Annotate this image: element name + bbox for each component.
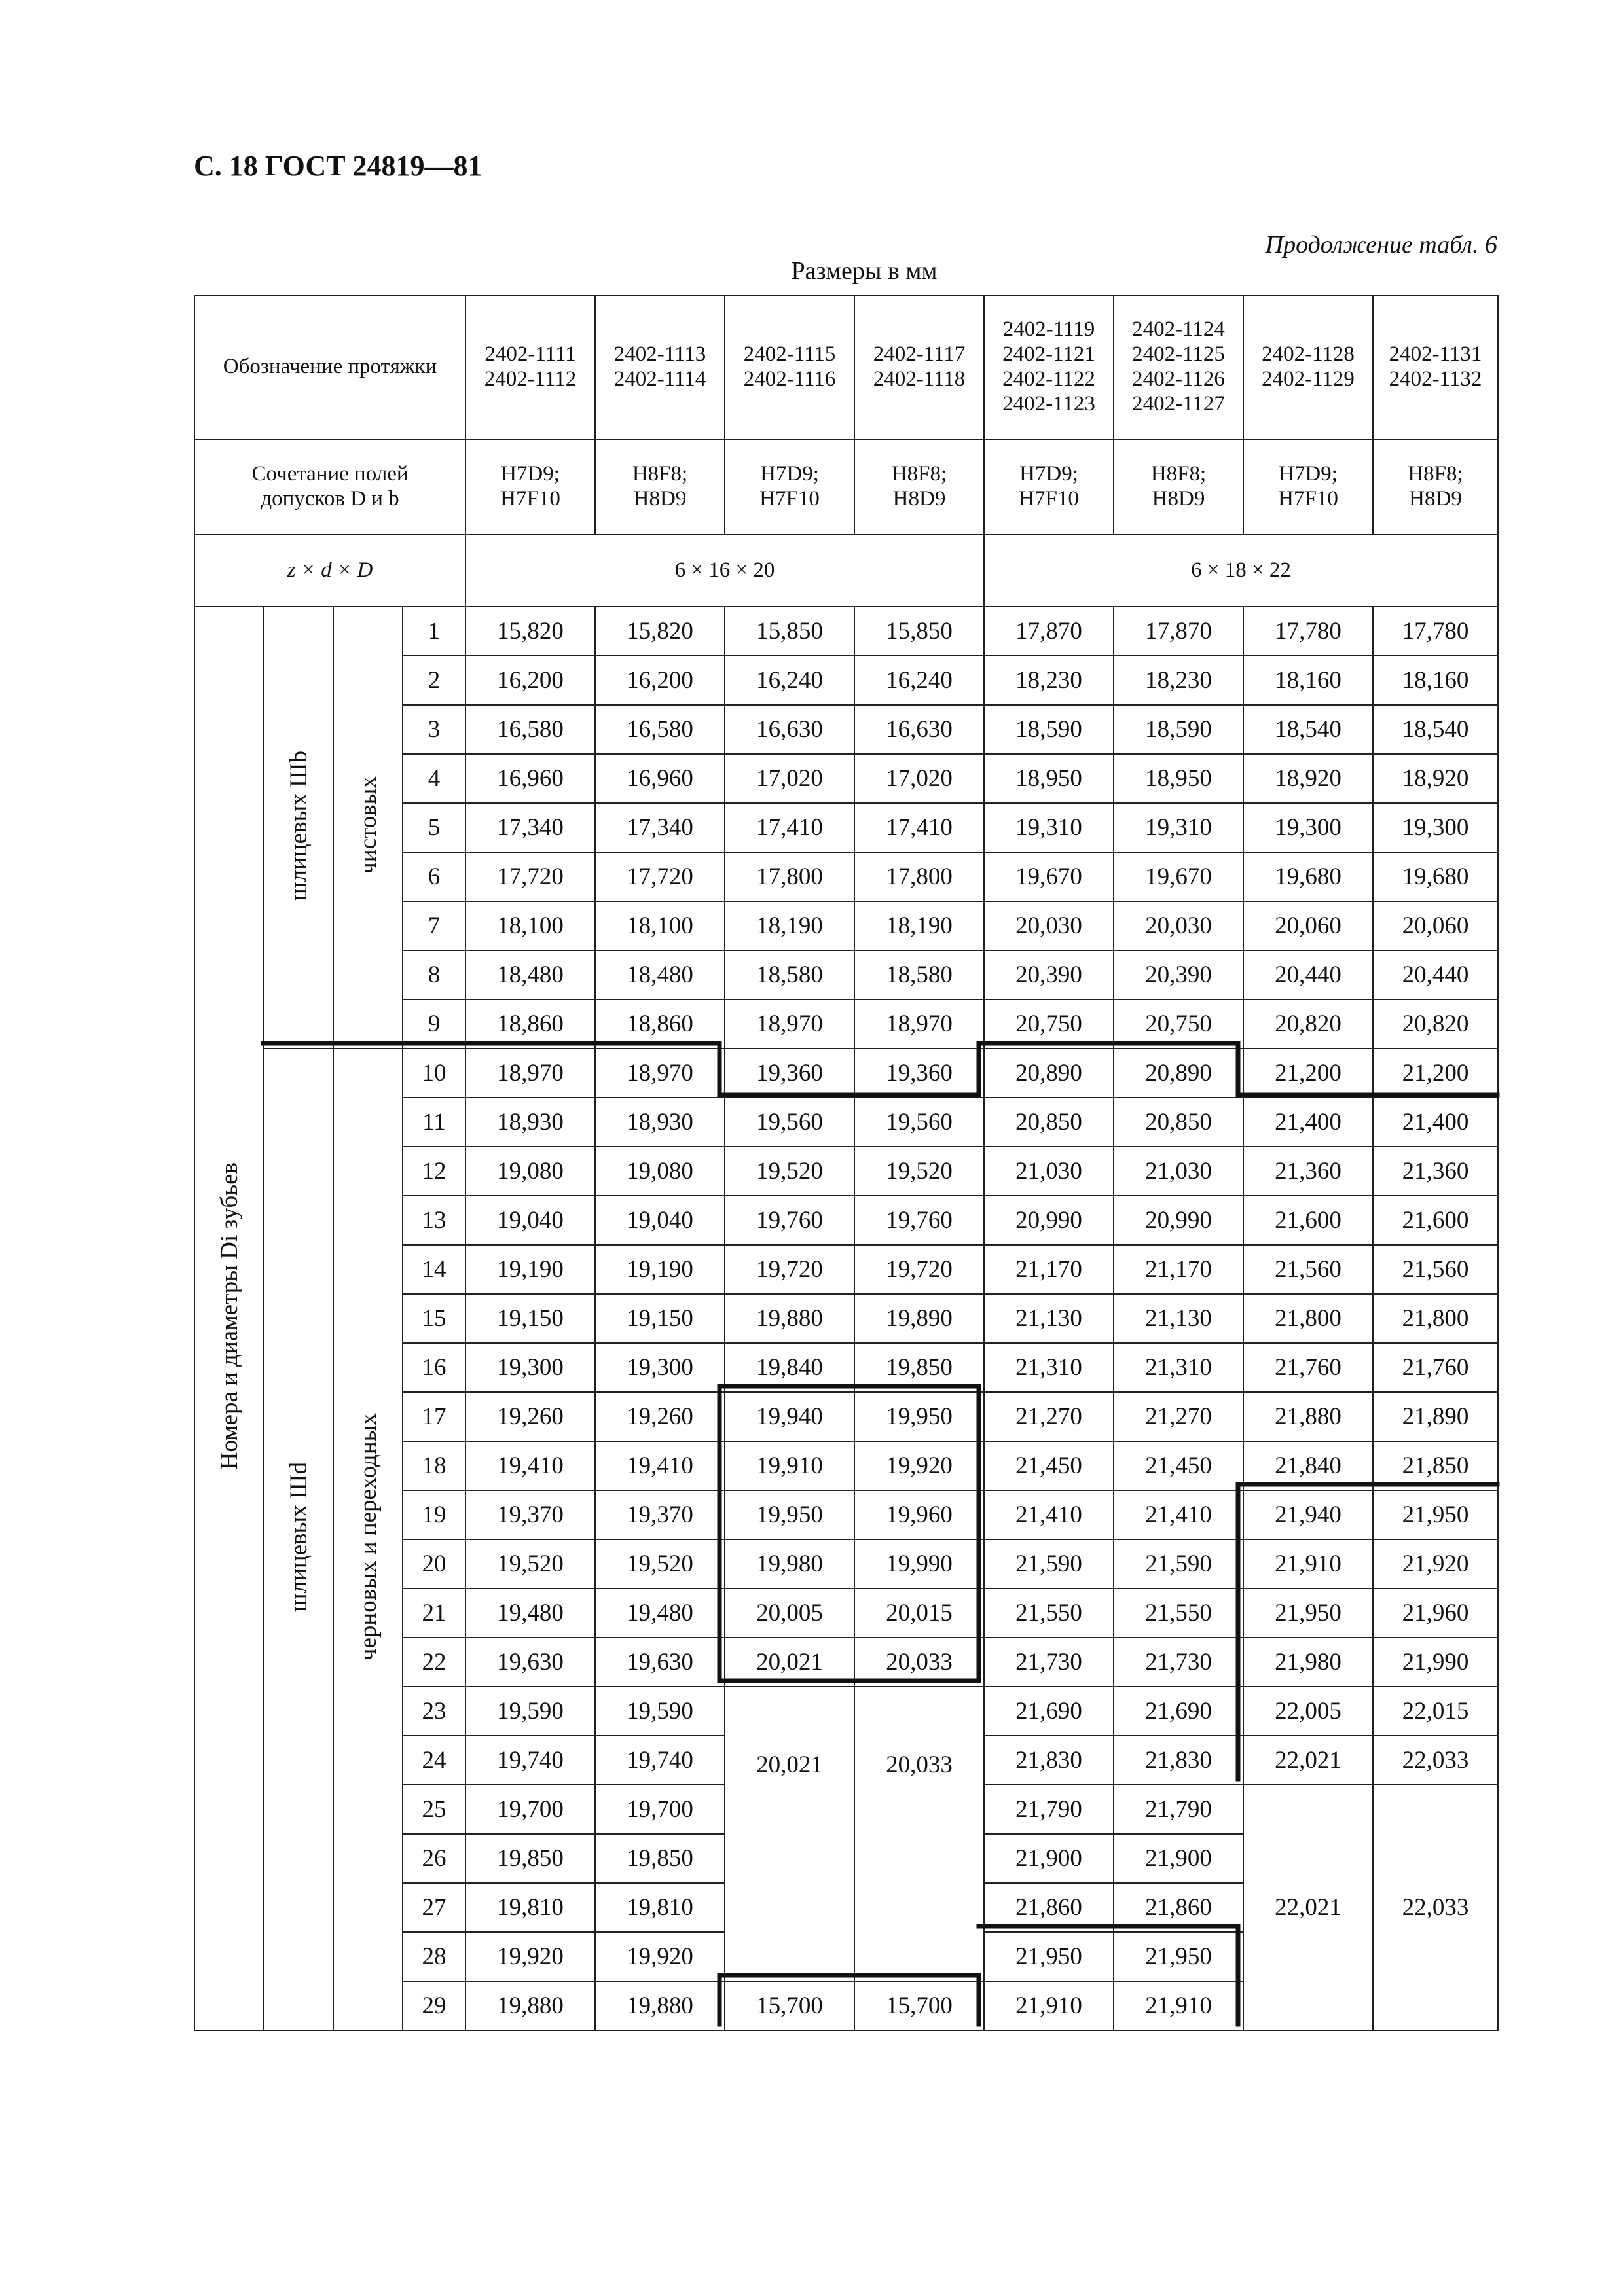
diameter-cell: 20,390	[984, 950, 1114, 999]
diameter-cell: 19,310	[984, 803, 1114, 852]
diameter-cell: 19,150	[465, 1294, 595, 1343]
table-row	[194, 607, 1498, 656]
diameter-cell: 20,820	[1373, 999, 1498, 1049]
diameter-cell: 21,950	[984, 1932, 1114, 1981]
main-side-label-cell	[194, 607, 264, 2030]
diameter-cell: 21,910	[1114, 1981, 1243, 2030]
zdd-value: 6 × 18 × 22	[984, 535, 1498, 607]
diameter-cell: 18,580	[725, 950, 854, 999]
diameter-cell: 21,690	[984, 1687, 1114, 1736]
diameter-cell: 19,880	[465, 1981, 595, 2030]
diameter-cell: 17,780	[1373, 607, 1498, 656]
diameter-cell: 21,600	[1243, 1196, 1373, 1245]
tolerance-cell: H7D9; H7F10	[465, 439, 595, 535]
diameter-cell: 21,830	[1114, 1736, 1243, 1785]
diameter-cell: 17,870	[984, 607, 1114, 656]
diameter-cell: 19,040	[465, 1196, 595, 1245]
diameter-cell: 21,730	[1114, 1638, 1243, 1687]
tooth-number: 3	[403, 705, 465, 754]
tooth-number: 19	[403, 1490, 465, 1539]
diameter-cell: 15,850	[725, 607, 854, 656]
diameter-cell: 18,190	[854, 901, 984, 950]
diameter-cell: 19,520	[465, 1539, 595, 1588]
diameter-cell: 21,360	[1243, 1147, 1373, 1196]
tooth-number: 10	[403, 1049, 465, 1098]
designation-cell: 2402-1113 2402-1114	[595, 295, 725, 439]
diameter-cell: 19,480	[465, 1588, 595, 1638]
diameter-cell: 22,005	[1243, 1687, 1373, 1736]
diameter-cell: 20,015	[854, 1588, 984, 1638]
diameter-cell: 21,030	[1114, 1147, 1243, 1196]
table-row	[194, 1049, 1498, 1098]
diameter-cell: 21,310	[1114, 1343, 1243, 1392]
diameter-cell: 15,820	[595, 607, 725, 656]
diameter-cell: 19,190	[465, 1245, 595, 1294]
designation-label: Обозначение протяжки	[194, 295, 465, 439]
diameter-cell: 19,740	[595, 1736, 725, 1785]
diameter-cell: 19,310	[1114, 803, 1243, 852]
diameter-cell: 21,200	[1243, 1049, 1373, 1098]
diameter-cell: 21,270	[984, 1392, 1114, 1441]
diameter-cell: 18,100	[465, 901, 595, 950]
diameter-cell: 21,980	[1243, 1638, 1373, 1687]
diameter-cell: 21,800	[1373, 1294, 1498, 1343]
tooth-number: 7	[403, 901, 465, 950]
diameter-cell: 21,850	[1373, 1441, 1498, 1490]
diameter-cell: 19,360	[725, 1049, 854, 1098]
diameter-cell: 19,520	[595, 1539, 725, 1588]
tolerance-cell: H8F8; H8D9	[1373, 439, 1498, 535]
diameter-cell: 21,590	[984, 1539, 1114, 1588]
diameter-cell: 20,060	[1373, 901, 1498, 950]
tooth-number: 18	[403, 1441, 465, 1490]
diameter-cell: 16,580	[595, 705, 725, 754]
diameter-cell: 19,360	[854, 1049, 984, 1098]
diameter-cell: 19,300	[1373, 803, 1498, 852]
diameter-cell: 21,920	[1373, 1539, 1498, 1588]
finish-label: чистовых	[354, 776, 382, 874]
diameter-cell: 19,630	[595, 1638, 725, 1687]
diameter-cell: 20,033	[854, 1638, 984, 1687]
diameter-cell: 18,100	[595, 901, 725, 950]
diameter-cell: 16,200	[465, 656, 595, 705]
tooth-number: 21	[403, 1588, 465, 1638]
diameter-cell: 19,080	[595, 1147, 725, 1196]
diameter-cell: 18,860	[595, 999, 725, 1049]
diameter-cell: 21,900	[984, 1834, 1114, 1883]
diameter-cell: 21,760	[1243, 1343, 1373, 1392]
diameter-cell: 20,060	[1243, 901, 1373, 950]
diameter-cell: 21,590	[1114, 1539, 1243, 1588]
diameter-cell: 21,550	[984, 1588, 1114, 1638]
diameter-cell: 20,990	[984, 1196, 1114, 1245]
diameter-cell: 21,860	[984, 1883, 1114, 1932]
diameter-cell: 21,950	[1114, 1932, 1243, 1981]
tooth-number: 2	[403, 656, 465, 705]
diameter-cell: 21,030	[984, 1147, 1114, 1196]
diameter-cell: 19,720	[725, 1245, 854, 1294]
tooth-number: 20	[403, 1539, 465, 1588]
diameter-cell: 21,900	[1114, 1834, 1243, 1883]
tooth-number: 5	[403, 803, 465, 852]
diameter-cell: 18,160	[1243, 656, 1373, 705]
diameter-cell: 19,910	[725, 1441, 854, 1490]
diameter-cell: 19,700	[595, 1785, 725, 1834]
merged-diameter-cell: 22,033	[1373, 1785, 1498, 2030]
diameter-cell: 19,040	[595, 1196, 725, 1245]
diameter-cell: 21,170	[984, 1245, 1114, 1294]
merged-diameter-cell: 20,033	[854, 1687, 984, 1981]
diameter-cell: 19,410	[465, 1441, 595, 1490]
diameter-cell: 18,970	[725, 999, 854, 1049]
rough-label: черновых и переходных	[354, 1413, 382, 1661]
diameter-cell: 19,880	[725, 1294, 854, 1343]
tooth-number: 1	[403, 607, 465, 656]
diameter-cell: 21,450	[1114, 1441, 1243, 1490]
diameter-cell: 18,230	[1114, 656, 1243, 705]
diameter-cell: 21,200	[1373, 1049, 1498, 1098]
diameter-cell: 22,033	[1373, 1736, 1498, 1785]
zdd-value: 6 × 16 × 20	[465, 535, 984, 607]
designation-cell: 2402-1124 2402-1125 2402-1126 2402-1127	[1114, 295, 1243, 439]
diameter-cell: 18,930	[465, 1098, 595, 1147]
zdd-row	[194, 535, 1498, 607]
diameter-cell: 20,890	[984, 1049, 1114, 1098]
diameter-cell: 19,300	[465, 1343, 595, 1392]
diameter-cell: 16,200	[595, 656, 725, 705]
tooth-number: 23	[403, 1687, 465, 1736]
tolerance-cell: H7D9; H7F10	[984, 439, 1114, 535]
diameter-cell: 21,960	[1373, 1588, 1498, 1638]
diameter-cell: 20,440	[1373, 950, 1498, 999]
tooth-number: 6	[403, 852, 465, 901]
diameter-cell: 19,890	[854, 1294, 984, 1343]
diameter-cell: 19,680	[1373, 852, 1498, 901]
designation-cell: 2402-1131 2402-1132	[1373, 295, 1498, 439]
diameter-cell: 20,030	[1114, 901, 1243, 950]
diameter-cell: 17,410	[725, 803, 854, 852]
diameter-cell: 21,410	[1114, 1490, 1243, 1539]
finish-label-cell	[333, 607, 403, 1049]
tolerance-row	[194, 439, 1498, 535]
diameter-cell: 18,970	[465, 1049, 595, 1098]
tooth-number: 25	[403, 1785, 465, 1834]
diameter-cell: 18,970	[595, 1049, 725, 1098]
diameter-cell: 19,300	[1243, 803, 1373, 852]
diameter-cell: 21,550	[1114, 1588, 1243, 1638]
diameter-cell: 21,400	[1373, 1098, 1498, 1147]
diameter-cell: 19,950	[725, 1490, 854, 1539]
diameter-cell: 19,810	[465, 1883, 595, 1932]
diameter-cell: 18,920	[1243, 754, 1373, 803]
tooth-number: 11	[403, 1098, 465, 1147]
diameter-cell: 21,730	[984, 1638, 1114, 1687]
merged-diameter-cell: 22,021	[1243, 1785, 1373, 2030]
diameter-cell: 19,260	[595, 1392, 725, 1441]
diameter-cell: 19,850	[595, 1834, 725, 1883]
diameter-cell: 21,800	[1243, 1294, 1373, 1343]
diameter-cell: 20,005	[725, 1588, 854, 1638]
diameter-cell: 21,910	[1243, 1539, 1373, 1588]
diameter-cell: 20,820	[1243, 999, 1373, 1049]
diameter-cell: 21,600	[1373, 1196, 1498, 1245]
diameter-cell: 18,950	[984, 754, 1114, 803]
tolerance-cell: H7D9; H7F10	[1243, 439, 1373, 535]
diameter-cell: 18,860	[465, 999, 595, 1049]
diameter-cell: 18,540	[1243, 705, 1373, 754]
tooth-number: 8	[403, 950, 465, 999]
diameter-cell: 19,560	[725, 1098, 854, 1147]
diameter-cell: 19,080	[465, 1147, 595, 1196]
tooth-number: 22	[403, 1638, 465, 1687]
diameter-cell: 19,370	[595, 1490, 725, 1539]
diameter-cell: 20,390	[1114, 950, 1243, 999]
tooth-number: 12	[403, 1147, 465, 1196]
diameter-cell: 19,410	[595, 1441, 725, 1490]
diameter-cell: 19,920	[595, 1932, 725, 1981]
diameter-cell: 21,790	[984, 1785, 1114, 1834]
diameter-cell: 19,840	[725, 1343, 854, 1392]
tolerance-label: Сочетание полей допусков D и b	[194, 439, 465, 535]
diameter-cell: 18,230	[984, 656, 1114, 705]
diameter-cell: 16,960	[465, 754, 595, 803]
diameter-cell: 17,020	[725, 754, 854, 803]
tooth-number: 14	[403, 1245, 465, 1294]
diameter-cell: 19,920	[854, 1441, 984, 1490]
diameter-cell: 19,150	[595, 1294, 725, 1343]
diameter-cell: 17,340	[465, 803, 595, 852]
units-caption: Размеры в мм	[791, 257, 938, 285]
group-b-label: шлицевых Шb	[285, 750, 312, 901]
diameter-cell: 22,021	[1243, 1736, 1373, 1785]
page-header: С. 18 ГОСТ 24819—81	[194, 150, 483, 182]
diameter-cell: 21,410	[984, 1490, 1114, 1539]
diameter-cell: 19,960	[854, 1490, 984, 1539]
diameter-cell: 15,850	[854, 607, 984, 656]
diameter-cell: 21,360	[1373, 1147, 1498, 1196]
diameter-cell: 22,015	[1373, 1687, 1498, 1736]
diameter-cell: 17,870	[1114, 607, 1243, 656]
diameter-cell: 19,760	[725, 1196, 854, 1245]
diameter-cell: 18,930	[595, 1098, 725, 1147]
diameter-cell: 21,690	[1114, 1687, 1243, 1736]
diameter-cell: 21,950	[1373, 1490, 1498, 1539]
diameter-cell: 21,560	[1373, 1245, 1498, 1294]
tooth-number: 27	[403, 1883, 465, 1932]
diameter-cell: 19,940	[725, 1392, 854, 1441]
diameter-cell: 16,240	[725, 656, 854, 705]
diameter-cell: 21,130	[1114, 1294, 1243, 1343]
diameter-cell: 21,170	[1114, 1245, 1243, 1294]
diameter-cell: 20,021	[725, 1638, 854, 1687]
tolerance-cell: H8F8; H8D9	[595, 439, 725, 535]
diameter-cell: 21,880	[1243, 1392, 1373, 1441]
diameter-cell: 19,810	[595, 1883, 725, 1932]
designation-cell: 2402-1111 2402-1112	[465, 295, 595, 439]
diameter-cell: 20,850	[984, 1098, 1114, 1147]
diameter-cell: 17,720	[595, 852, 725, 901]
diameter-cell: 19,560	[854, 1098, 984, 1147]
zdd-label: z × d × D	[194, 535, 465, 607]
diameter-cell: 16,960	[595, 754, 725, 803]
diameter-cell: 19,880	[595, 1981, 725, 2030]
diameter-cell: 21,130	[984, 1294, 1114, 1343]
diameter-cell: 19,670	[1114, 852, 1243, 901]
group-b-label-cell	[264, 607, 333, 1049]
diameter-cell: 18,590	[984, 705, 1114, 754]
diameter-cell: 21,950	[1243, 1588, 1373, 1638]
diameter-cell: 17,340	[595, 803, 725, 852]
tolerance-cell: H8F8; H8D9	[854, 439, 984, 535]
tooth-number: 28	[403, 1932, 465, 1981]
diameter-cell: 19,190	[595, 1245, 725, 1294]
designation-cell: 2402-1128 2402-1129	[1243, 295, 1373, 439]
diameter-cell: 17,020	[854, 754, 984, 803]
diameter-cell: 17,780	[1243, 607, 1373, 656]
diameter-cell: 18,160	[1373, 656, 1498, 705]
diameter-cell: 18,540	[1373, 705, 1498, 754]
diameter-cell: 21,910	[984, 1981, 1114, 2030]
table-continuation-label: Продолжение табл. 6	[1265, 231, 1497, 259]
group-d-label-cell	[264, 1049, 333, 2030]
diameter-cell: 19,480	[595, 1588, 725, 1638]
designation-cell: 2402-1115 2402-1116	[725, 295, 854, 439]
diameter-cell: 21,890	[1373, 1392, 1498, 1441]
broach-dimensions-table	[194, 295, 1499, 2031]
tooth-number: 17	[403, 1392, 465, 1441]
diameter-cell: 18,590	[1114, 705, 1243, 754]
diameter-cell: 19,590	[465, 1687, 595, 1736]
tooth-number: 29	[403, 1981, 465, 2030]
diameter-cell: 16,580	[465, 705, 595, 754]
diameter-cell: 19,720	[854, 1245, 984, 1294]
diameter-cell: 20,850	[1114, 1098, 1243, 1147]
diameter-cell: 15,700	[854, 1981, 984, 2030]
diameter-cell: 18,950	[1114, 754, 1243, 803]
diameter-cell: 19,680	[1243, 852, 1373, 901]
tooth-number: 26	[403, 1834, 465, 1883]
diameter-cell: 18,480	[465, 950, 595, 999]
diameter-cell: 16,630	[854, 705, 984, 754]
diameter-cell: 19,990	[854, 1539, 984, 1588]
diameter-cell: 21,450	[984, 1441, 1114, 1490]
diameter-cell: 18,970	[854, 999, 984, 1049]
main-side-label: Номера и диаметры Di зубьев	[215, 1162, 243, 1470]
diameter-cell: 21,400	[1243, 1098, 1373, 1147]
diameter-cell: 21,940	[1243, 1490, 1373, 1539]
diameter-cell: 19,630	[465, 1638, 595, 1687]
diameter-cell: 20,890	[1114, 1049, 1243, 1098]
tolerance-cell: H8F8; H8D9	[1114, 439, 1243, 535]
merged-diameter-cell: 20,021	[725, 1687, 854, 1981]
diameter-cell: 19,520	[854, 1147, 984, 1196]
diameter-cell: 21,830	[984, 1736, 1114, 1785]
tooth-number: 4	[403, 754, 465, 803]
designation-cell: 2402-1117 2402-1118	[854, 295, 984, 439]
diameter-cell: 20,750	[984, 999, 1114, 1049]
tolerance-cell: H7D9; H7F10	[725, 439, 854, 535]
diameter-cell: 19,700	[465, 1785, 595, 1834]
diameter-cell: 19,980	[725, 1539, 854, 1588]
diameter-cell: 19,920	[465, 1932, 595, 1981]
diameter-cell: 18,580	[854, 950, 984, 999]
diameter-cell: 15,820	[465, 607, 595, 656]
diameter-cell: 19,520	[725, 1147, 854, 1196]
diameter-cell: 21,790	[1114, 1785, 1243, 1834]
diameter-cell: 21,560	[1243, 1245, 1373, 1294]
diameter-cell: 19,950	[854, 1392, 984, 1441]
diameter-cell: 19,850	[854, 1343, 984, 1392]
diameter-cell: 18,920	[1373, 754, 1498, 803]
tooth-number: 16	[403, 1343, 465, 1392]
diameter-cell: 21,270	[1114, 1392, 1243, 1441]
diameter-cell: 21,310	[984, 1343, 1114, 1392]
diameter-cell: 20,440	[1243, 950, 1373, 999]
diameter-cell: 20,990	[1114, 1196, 1243, 1245]
diameter-cell: 18,190	[725, 901, 854, 950]
diameter-cell: 18,480	[595, 950, 725, 999]
diameter-cell: 19,760	[854, 1196, 984, 1245]
diameter-cell: 17,800	[725, 852, 854, 901]
diameter-cell: 21,760	[1373, 1343, 1498, 1392]
diameter-cell: 21,840	[1243, 1441, 1373, 1490]
diameter-cell: 17,410	[854, 803, 984, 852]
tooth-number: 13	[403, 1196, 465, 1245]
diameter-cell: 19,300	[595, 1343, 725, 1392]
diameter-cell: 17,720	[465, 852, 595, 901]
diameter-cell: 19,670	[984, 852, 1114, 901]
tooth-number: 9	[403, 999, 465, 1049]
diameter-cell: 16,630	[725, 705, 854, 754]
designation-row	[194, 295, 1498, 439]
diameter-cell: 20,750	[1114, 999, 1243, 1049]
diameter-cell: 19,370	[465, 1490, 595, 1539]
diameter-cell: 20,030	[984, 901, 1114, 950]
tooth-number: 15	[403, 1294, 465, 1343]
group-d-label: шлицевых Шd	[285, 1462, 312, 1612]
diameter-cell: 19,740	[465, 1736, 595, 1785]
diameter-cell: 19,590	[595, 1687, 725, 1736]
diameter-cell: 16,240	[854, 656, 984, 705]
diameter-cell: 21,860	[1114, 1883, 1243, 1932]
tooth-number: 24	[403, 1736, 465, 1785]
diameter-cell: 21,990	[1373, 1638, 1498, 1687]
rough-label-cell	[333, 1049, 403, 2030]
diameter-cell: 15,700	[725, 1981, 854, 2030]
diameter-cell: 19,260	[465, 1392, 595, 1441]
designation-cell: 2402-1119 2402-1121 2402-1122 2402-1123	[984, 295, 1114, 439]
diameter-cell: 19,850	[465, 1834, 595, 1883]
diameter-cell: 17,800	[854, 852, 984, 901]
